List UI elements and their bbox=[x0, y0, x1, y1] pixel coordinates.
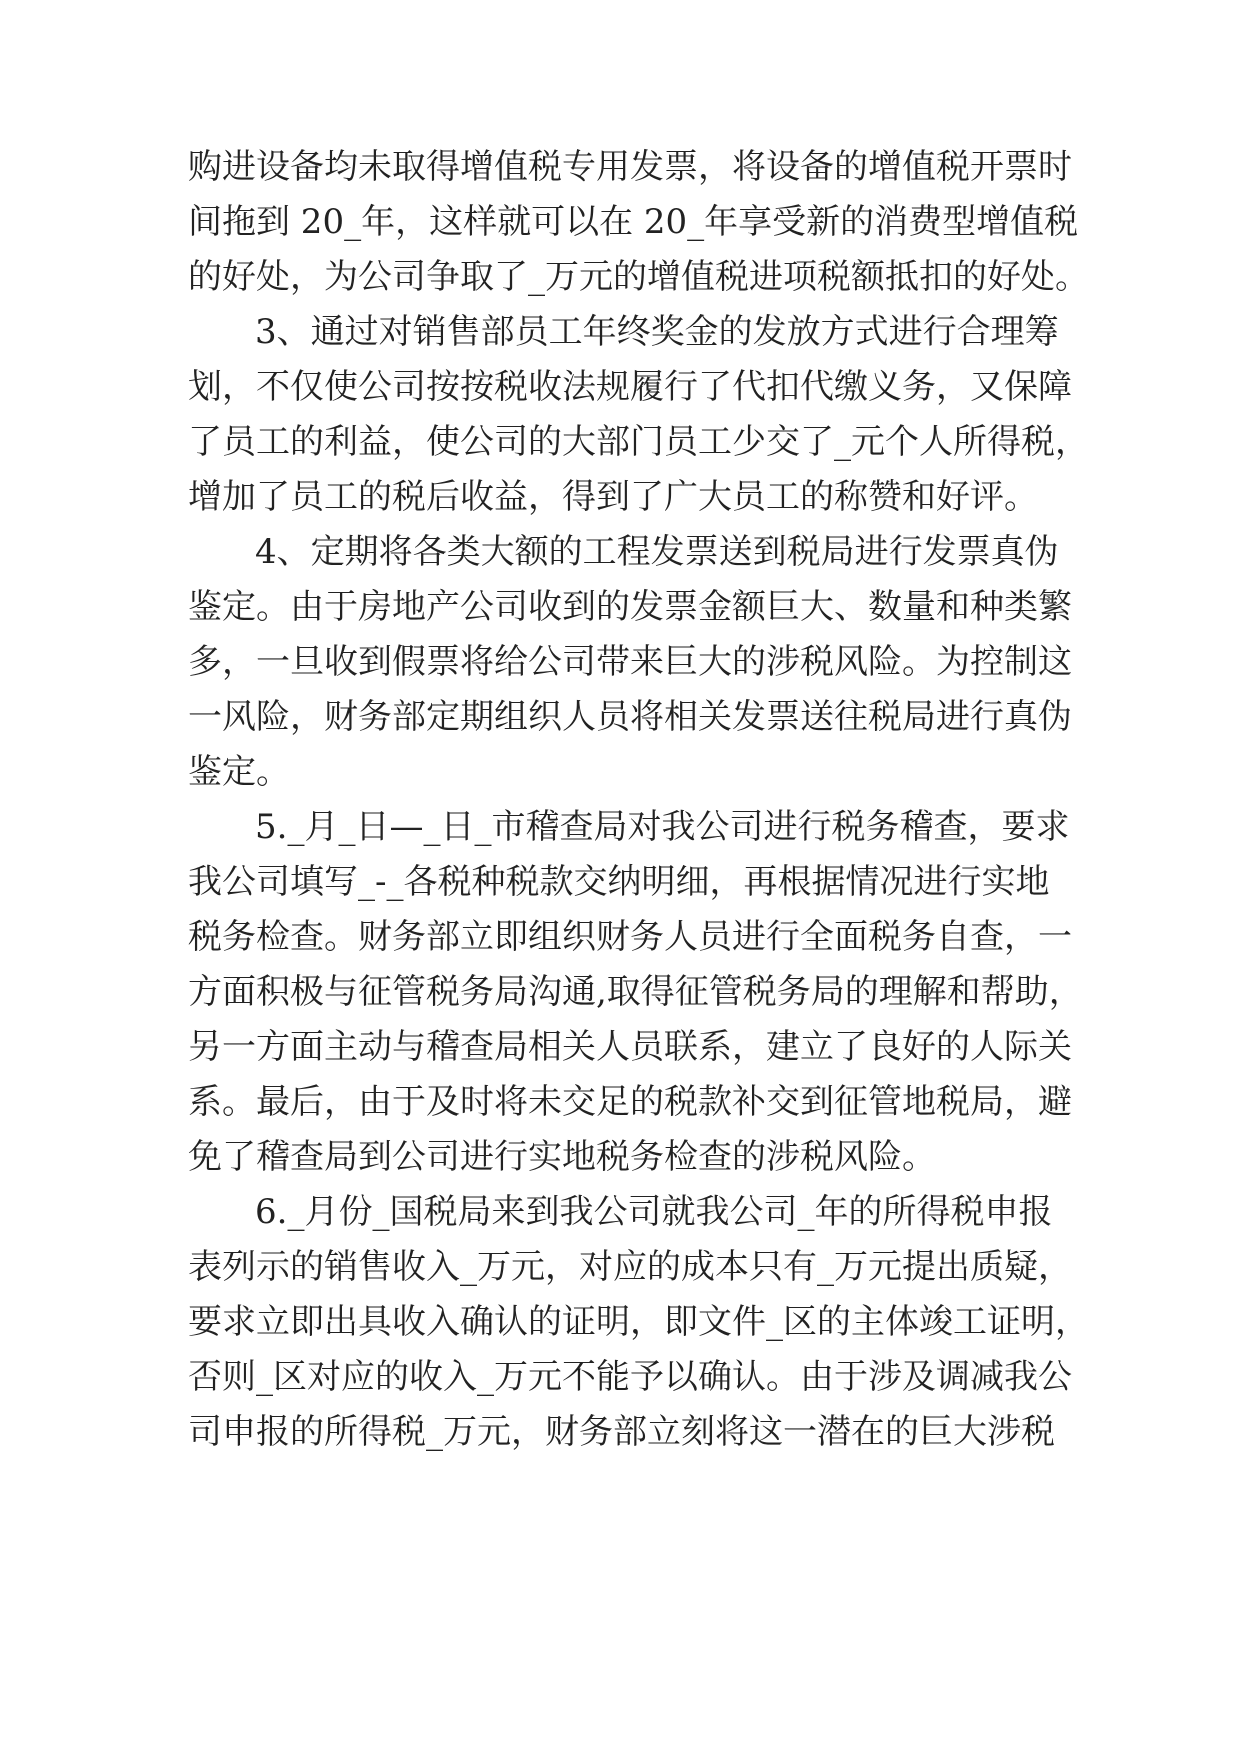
text-line: 鉴定。 bbox=[188, 752, 290, 792]
text-line: 鉴定。由于房地产公司收到的发票金额巨大、数量和种类繁 bbox=[188, 587, 1072, 627]
text-line: 了员工的利益，使公司的大部门员工少交了_元个人所得税， bbox=[188, 422, 1089, 462]
text-line: 表列示的销售收入_万元，对应的成本只有_万元提出质疑， bbox=[188, 1247, 1072, 1287]
text-line: 方面积极与征管税务局沟通,取得征管税务局的理解和帮助， bbox=[188, 972, 1083, 1012]
text-line: 司申报的所得税_万元，财务部立刻将这一潜在的巨大涉税 bbox=[188, 1412, 1055, 1452]
text-line: 否则_区对应的收入_万元不能予以确认。由于涉及调减我公 bbox=[188, 1357, 1072, 1397]
paragraph-6-first-line: 6._月份_国税局来到我公司就我公司_年的所得税申报 bbox=[255, 1192, 1053, 1232]
text-line: 增加了员工的税后收益，得到了广大员工的称赞和好评。 bbox=[188, 477, 1038, 517]
text-line: 的好处，为公司争取了_万元的增值税进项税额抵扣的好处。 bbox=[188, 257, 1089, 297]
text-line: 一风险，财务部定期组织人员将相关发票送往税局进行真伪 bbox=[188, 697, 1072, 737]
text-line: 间拖到 20_年，这样就可以在 20_年享受新的消费型增值税 bbox=[188, 202, 1079, 242]
paragraph-5-first-line: 5._月_日—_日_市稽查局对我公司进行税务稽查，要求 bbox=[255, 807, 1070, 847]
paragraph-4-first-line: 4、定期将各类大额的工程发票送到税局进行发票真伪 bbox=[255, 532, 1059, 572]
text-line: 划，不仅使公司按按税收法规履行了代扣代缴义务，又保障 bbox=[188, 367, 1072, 407]
text-line: 另一方面主动与稽查局相关人员联系，建立了良好的人际关 bbox=[188, 1027, 1072, 1067]
text-line: 购进设备均未取得增值税专用发票，将设备的增值税开票时 bbox=[188, 147, 1072, 187]
text-line: 免了稽查局到公司进行实地税务检查的涉税风险。 bbox=[188, 1137, 936, 1177]
text-line: 我公司填写_-_各税种税款交纳明细，再根据情况进行实地 bbox=[188, 862, 1050, 902]
text-line: 税务检查。财务部立即组织财务人员进行全面税务自查，一 bbox=[188, 917, 1072, 957]
paragraph-3-first-line: 3、通过对销售部员工年终奖金的发放方式进行合理筹 bbox=[255, 312, 1059, 352]
text-line: 要求立即出具收入确认的证明，即文件_区的主体竣工证明， bbox=[188, 1302, 1089, 1342]
text-line: 系。最后，由于及时将未交足的税款补交到征管地税局，避 bbox=[188, 1082, 1072, 1122]
text-line: 多，一旦收到假票将给公司带来巨大的涉税风险。为控制这 bbox=[188, 642, 1072, 682]
